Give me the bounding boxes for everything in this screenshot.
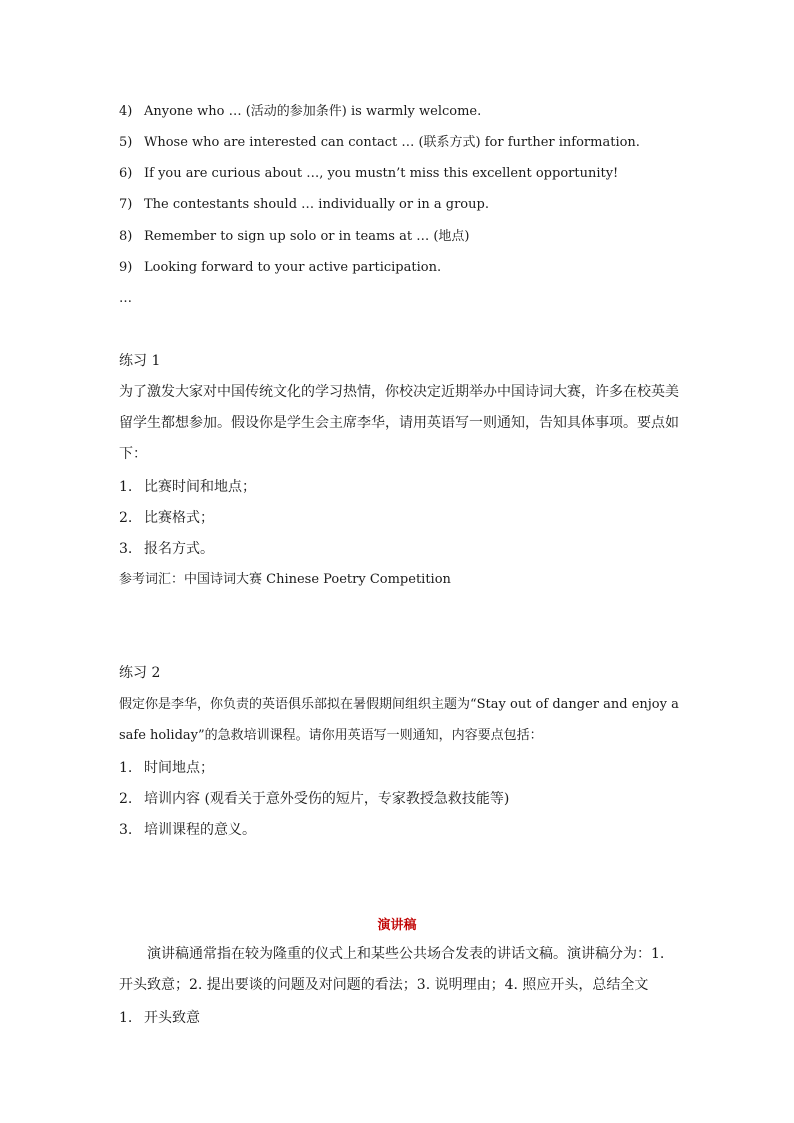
point-number: 3.: [119, 541, 133, 557]
list-number: 5): [119, 135, 133, 150]
list-number: 8): [119, 229, 133, 244]
exercise1-point: [119, 509, 214, 527]
list-text: Looking forward to your active participation.: [144, 260, 442, 275]
point-number: 3.: [119, 822, 133, 838]
exercise2-point: [119, 790, 509, 808]
list-number: 6): [119, 166, 133, 181]
point-number: 2.: [119, 510, 133, 526]
exercise2-title: 练习 2: [119, 665, 161, 681]
point-number: 2.: [119, 791, 133, 807]
list-number: 4): [119, 104, 133, 119]
point-text: 报名方式。: [144, 541, 214, 557]
point-text: 比赛时间和地点；: [144, 479, 256, 495]
list-item: [119, 134, 640, 152]
point-number: 1.: [119, 760, 133, 776]
exercise1-point: [119, 540, 214, 558]
exercise2-point: [119, 821, 256, 839]
exercise2-point: [119, 759, 214, 777]
point-text: 培训课程的意义。: [144, 822, 256, 838]
list-ellipsis: …: [119, 291, 132, 306]
list-text: The contestants should … individually or in a group.: [144, 197, 489, 212]
point-number: 1.: [119, 1010, 133, 1026]
point-text: 培训内容 (观看关于意外受伤的短片，专家教授急救技能等): [144, 791, 510, 807]
list-number: 7): [119, 197, 133, 212]
exercise1-body: 为了激发大家对中国传统文化的学习热情，你校决定近期举办中国诗词大赛，许多在校英美留学生都想参加。假设你是学生会主席李华，请用英语写一则通知，告知具体事项。要点如下：: [119, 384, 679, 462]
exercise1-title: 练习 1: [119, 353, 161, 369]
speech-point: [119, 1009, 200, 1027]
exercise2-body: 假定你是李华，你负责的英语俱乐部拟在暑假期间组织主题为“Stay out of danger and enjoy a safe holiday”的急救培训课程。请你用英语写一则通知，内容要点包括：: [119, 697, 679, 743]
list-text: Remember to sign up solo or in teams at … (地点): [144, 229, 470, 244]
speech-body: 演讲稿通常指在较为隆重的仪式上和某些公共场合发表的讲话文稿。演讲稿分为：1. 开头致意；2. 提出要谈的问题及对问题的看法；3. 说明理由；4. 照应开头，总结全文: [119, 946, 665, 993]
list-item: [119, 196, 489, 214]
list-item: [119, 228, 470, 246]
list-text: Anyone who … (活动的参加条件) is warmly welcome.: [144, 104, 482, 119]
section-title: 演讲稿: [377, 918, 417, 933]
point-text: 开头致意: [144, 1010, 200, 1026]
list-number: 9): [119, 260, 133, 275]
list-text: If you are curious about …, you mustn’t miss this excellent opportunity!: [144, 166, 619, 181]
list-item: [119, 165, 618, 183]
exercise1-vocab: 参考词汇：中国诗词大赛 Chinese Poetry Competition: [119, 572, 451, 587]
point-number: 1.: [119, 479, 133, 495]
list-item: [119, 103, 481, 121]
exercise1-point: [119, 478, 256, 496]
list-text: Whose who are interested can contact … (联系方式) for further information.: [144, 135, 640, 150]
list-item: [119, 259, 441, 277]
point-text: 比赛格式；: [144, 510, 214, 526]
point-text: 时间地点；: [144, 760, 214, 776]
